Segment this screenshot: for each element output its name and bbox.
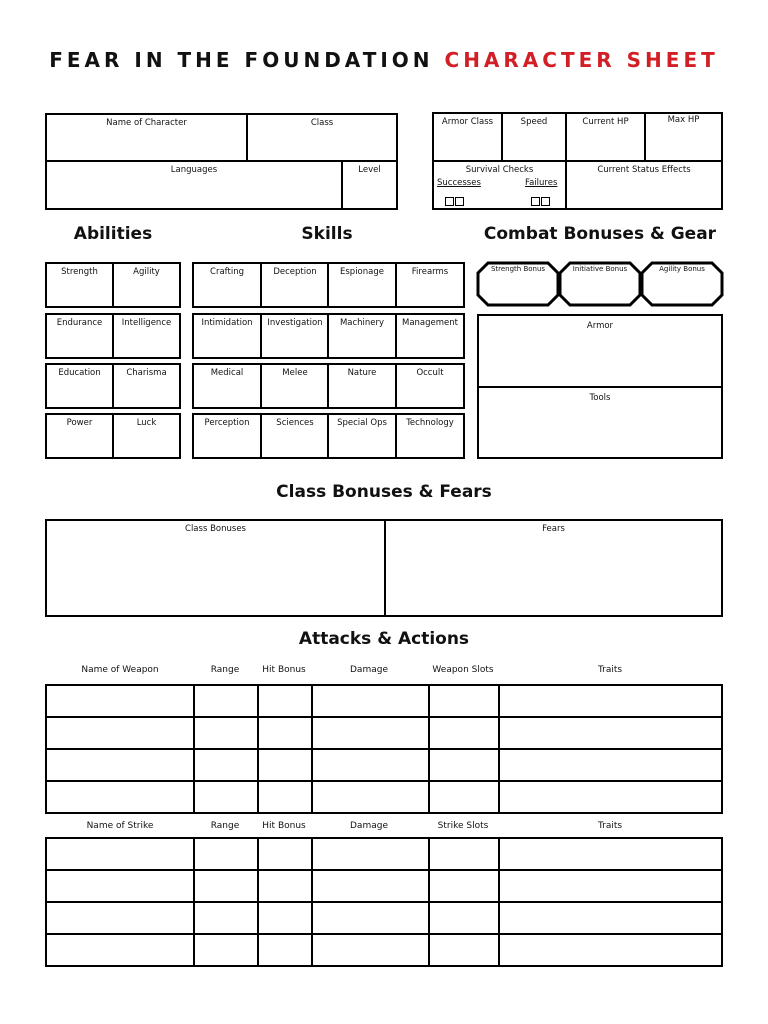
weapons-cell[interactable]	[428, 716, 500, 750]
title-main: FEAR IN THE FOUNDATION	[49, 48, 434, 72]
skill-firearms[interactable]	[395, 262, 465, 308]
skill-intimidation[interactable]	[192, 313, 262, 359]
weapons-cell[interactable]	[45, 780, 195, 814]
armor-label: Armor	[586, 321, 614, 331]
skill-deception-label: Deception	[273, 267, 317, 277]
weapons-cell[interactable]	[428, 780, 500, 814]
status-effects-field[interactable]	[565, 160, 723, 210]
class-label: Class	[310, 118, 334, 128]
weapons-cell[interactable]	[257, 684, 313, 718]
skill-technology[interactable]	[395, 413, 465, 459]
strikes-cell[interactable]	[45, 901, 195, 935]
strikes-cell[interactable]	[498, 869, 723, 903]
armor-class-field[interactable]	[432, 112, 503, 162]
skill-nature-label: Nature	[347, 368, 377, 378]
strikes-cell[interactable]	[45, 837, 195, 871]
skills-heading: Skills	[301, 224, 353, 244]
skill-machinery[interactable]	[327, 313, 397, 359]
weapons-header-weapon-slots: Weapon Slots	[432, 665, 494, 675]
successes-checkboxes	[445, 191, 465, 210]
level-label: Level	[358, 165, 381, 175]
skill-espionage[interactable]	[327, 262, 397, 308]
ability-agility-label: Agility	[133, 267, 160, 277]
failure-checkbox-2[interactable]	[541, 197, 550, 206]
skill-occult-label: Occult	[416, 368, 444, 378]
survival-checks-label: Survival Checks	[465, 165, 534, 175]
strikes-cell[interactable]	[428, 837, 500, 871]
strikes-cell[interactable]	[257, 933, 313, 967]
skill-espionage-label: Espionage	[340, 267, 384, 277]
strikes-cell[interactable]	[45, 933, 195, 967]
skill-nature[interactable]	[327, 363, 397, 409]
tools-field[interactable]	[477, 386, 723, 459]
tools-label: Tools	[589, 393, 611, 403]
skill-perception[interactable]	[192, 413, 262, 459]
ability-education[interactable]	[45, 363, 114, 409]
current-hp-field[interactable]	[565, 112, 646, 162]
skill-medical[interactable]	[192, 363, 262, 409]
skill-medical-label: Medical	[210, 368, 244, 378]
failures-label: Failures	[525, 178, 558, 188]
bonus-agility-bonus[interactable]	[640, 261, 724, 307]
abilities-heading: Abilities	[73, 224, 153, 244]
weapons-cell[interactable]	[311, 716, 430, 750]
class-field[interactable]	[246, 113, 398, 162]
strikes-cell[interactable]	[257, 837, 313, 871]
weapons-cell[interactable]	[193, 684, 259, 718]
ability-luck-label: Luck	[136, 418, 157, 428]
skill-occult[interactable]	[395, 363, 465, 409]
strikes-header-name-of-strike: Name of Strike	[86, 821, 154, 831]
strikes-cell[interactable]	[257, 901, 313, 935]
weapons-cell[interactable]	[498, 748, 723, 782]
success-checkbox-1[interactable]	[445, 197, 454, 206]
ability-charisma[interactable]	[112, 363, 181, 409]
weapons-header-traits: Traits	[597, 665, 623, 675]
languages-label: Languages	[170, 165, 218, 175]
survival-checks-field	[432, 160, 567, 210]
ability-education-label: Education	[58, 368, 101, 378]
skill-deception[interactable]	[260, 262, 330, 308]
languages-field[interactable]	[45, 160, 343, 210]
strikes-cell[interactable]	[428, 869, 500, 903]
weapons-cell[interactable]	[311, 684, 430, 718]
weapons-cell[interactable]	[498, 780, 723, 814]
strikes-header-strike-slots: Strike Slots	[437, 821, 489, 831]
strikes-header-range: Range	[210, 821, 240, 831]
strikes-cell[interactable]	[498, 901, 723, 935]
strikes-cell[interactable]	[45, 869, 195, 903]
character-name-field[interactable]	[45, 113, 248, 162]
weapons-cell[interactable]	[257, 780, 313, 814]
max-hp-field[interactable]	[644, 112, 723, 162]
ability-strength-label: Strength	[61, 267, 98, 277]
bonus-initiative-bonus-label: Initiative Bonus	[572, 265, 628, 273]
strikes-header-traits: Traits	[597, 821, 623, 831]
bonus-strength-bonus-label: Strength Bonus	[490, 265, 546, 273]
skill-special-ops[interactable]	[327, 413, 397, 459]
skill-crafting[interactable]	[192, 262, 262, 308]
weapons-cell[interactable]	[45, 684, 195, 718]
strikes-cell[interactable]	[193, 901, 259, 935]
weapons-header-range: Range	[210, 665, 240, 675]
weapons-cell[interactable]	[311, 780, 430, 814]
strikes-cell[interactable]	[311, 837, 430, 871]
weapons-cell[interactable]	[428, 684, 500, 718]
combat-heading: Combat Bonuses & Gear	[483, 224, 717, 244]
weapons-header-name-of-weapon: Name of Weapon	[81, 665, 159, 675]
fears-field[interactable]	[384, 519, 723, 617]
status-effects-label: Current Status Effects	[597, 165, 691, 175]
skill-perception-label: Perception	[204, 418, 250, 428]
ability-charisma-label: Charisma	[126, 368, 167, 378]
weapons-cell[interactable]	[45, 748, 195, 782]
strikes-cell[interactable]	[257, 869, 313, 903]
strikes-cell[interactable]	[498, 837, 723, 871]
class-bonuses-label: Class Bonuses	[185, 524, 246, 534]
successes-label: Successes	[437, 178, 481, 188]
failure-checkbox-1[interactable]	[531, 197, 540, 206]
strikes-cell[interactable]	[498, 933, 723, 967]
strikes-cell[interactable]	[311, 933, 430, 967]
strikes-cell[interactable]	[428, 933, 500, 967]
weapons-cell[interactable]	[498, 684, 723, 718]
strikes-cell[interactable]	[428, 901, 500, 935]
weapons-cell[interactable]	[257, 748, 313, 782]
current-hp-label: Current HP	[582, 117, 629, 127]
character-name-label: Name of Character	[106, 118, 187, 128]
skill-intimidation-label: Intimidation	[201, 318, 253, 328]
strikes-cell[interactable]	[193, 869, 259, 903]
fears-label: Fears	[542, 524, 565, 534]
skill-melee[interactable]	[260, 363, 330, 409]
skill-crafting-label: Crafting	[210, 267, 244, 277]
weapons-cell[interactable]	[193, 716, 259, 750]
failures-checkboxes	[531, 191, 551, 210]
speed-field[interactable]	[501, 112, 567, 162]
ability-power[interactable]	[45, 413, 114, 459]
attacks-heading: Attacks & Actions	[298, 629, 470, 649]
ability-luck[interactable]	[112, 413, 181, 459]
ability-intelligence-label: Intelligence	[121, 318, 172, 328]
bonus-strength-bonus[interactable]	[476, 261, 560, 307]
ability-strength[interactable]	[45, 262, 114, 308]
max-hp-label: Max HP	[667, 115, 700, 125]
strikes-cell[interactable]	[311, 869, 430, 903]
skill-technology-label: Technology	[406, 418, 454, 428]
weapons-cell[interactable]	[193, 780, 259, 814]
armor-class-label: Armor Class	[441, 117, 494, 127]
weapons-cell[interactable]	[428, 748, 500, 782]
class-fears-heading: Class Bonuses & Fears	[276, 482, 492, 502]
bonus-initiative-bonus[interactable]	[558, 261, 642, 307]
skill-special-ops-label: Special Ops	[337, 418, 387, 428]
skill-sciences[interactable]	[260, 413, 330, 459]
ability-endurance-label: Endurance	[56, 318, 103, 328]
skill-machinery-label: Machinery	[339, 318, 385, 328]
weapons-cell[interactable]	[498, 716, 723, 750]
strikes-cell[interactable]	[311, 901, 430, 935]
skill-melee-label: Melee	[282, 368, 308, 378]
weapons-header-hit-bonus: Hit Bonus	[262, 665, 306, 675]
ability-intelligence[interactable]	[112, 313, 181, 359]
ability-power-label: Power	[66, 418, 93, 428]
ability-endurance[interactable]	[45, 313, 114, 359]
weapons-cell[interactable]	[193, 748, 259, 782]
weapons-cell[interactable]	[45, 716, 195, 750]
strikes-cell[interactable]	[193, 933, 259, 967]
skill-management[interactable]	[395, 313, 465, 359]
weapons-cell[interactable]	[311, 748, 430, 782]
ability-agility[interactable]	[112, 262, 181, 308]
weapons-header-damage: Damage	[350, 665, 388, 675]
level-field[interactable]	[341, 160, 398, 210]
skill-sciences-label: Sciences	[276, 418, 314, 428]
page-title	[0, 48, 768, 72]
armor-field[interactable]	[477, 314, 723, 388]
skill-investigation-label: Investigation	[267, 318, 323, 328]
strikes-header-damage: Damage	[350, 821, 388, 831]
title-accent: CHARACTER SHEET	[444, 48, 719, 72]
class-bonuses-field[interactable]	[45, 519, 386, 617]
skill-investigation[interactable]	[260, 313, 330, 359]
success-checkbox-2[interactable]	[455, 197, 464, 206]
bonus-agility-bonus-label: Agility Bonus	[659, 265, 705, 273]
speed-label: Speed	[520, 117, 548, 127]
strikes-header-hit-bonus: Hit Bonus	[262, 821, 306, 831]
weapons-cell[interactable]	[257, 716, 313, 750]
skill-management-label: Management	[402, 318, 458, 328]
skill-firearms-label: Firearms	[411, 267, 449, 277]
strikes-cell[interactable]	[193, 837, 259, 871]
